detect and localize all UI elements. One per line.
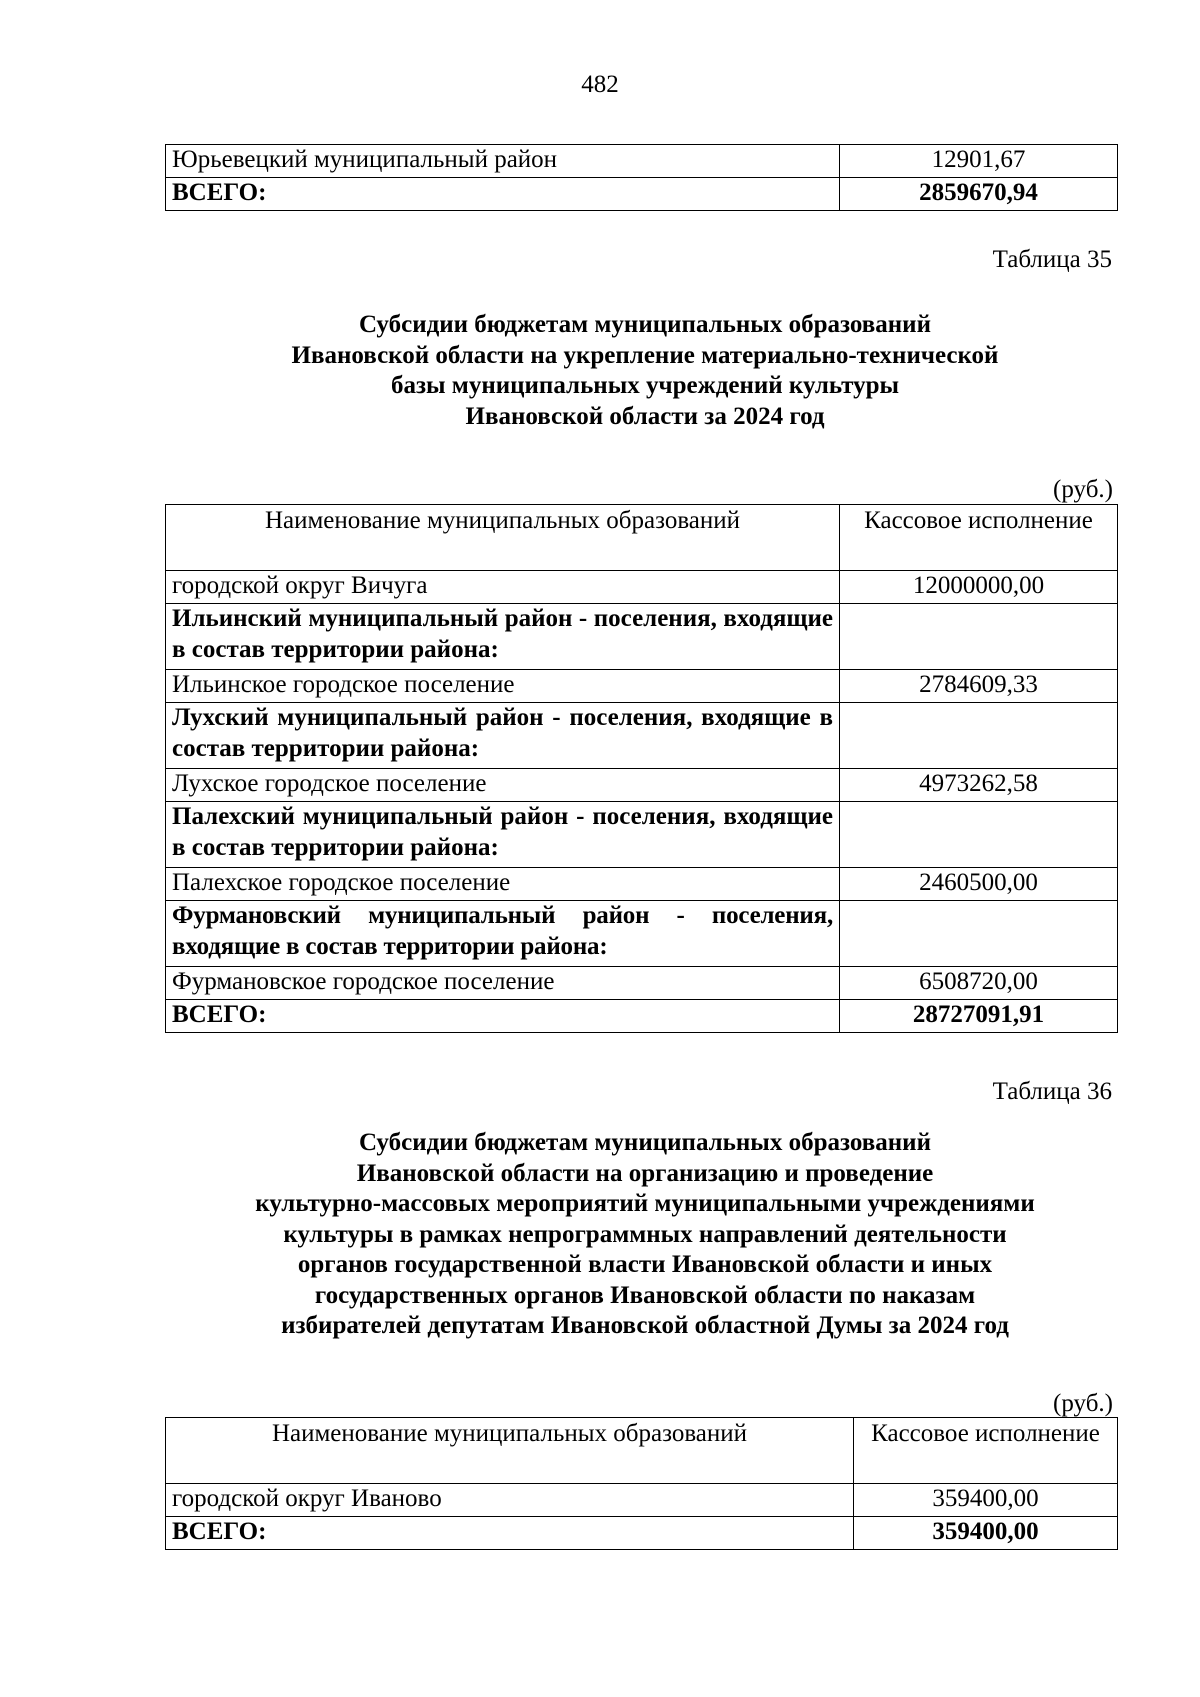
title-line: государственных органов Ивановской области по наказам — [314, 1281, 976, 1309]
table-36-label: Таблица 36 — [992, 1078, 1112, 1105]
total-value: 2859670,94 — [840, 178, 1118, 211]
table-row — [166, 868, 1118, 901]
row-name: Юрьевецкий муниципальный район — [166, 145, 840, 178]
row-value: 359400,00 — [854, 1484, 1118, 1517]
row-name: Лухское городское поселение — [166, 769, 840, 802]
title-line: Ивановской области на организацию и проведение — [356, 1159, 934, 1187]
row-name: Ильинское городское поселение — [166, 670, 840, 703]
table-row — [166, 670, 1118, 703]
table-row — [166, 145, 1118, 178]
table-row — [166, 967, 1118, 1000]
total-label: ВСЕГО: — [166, 1000, 840, 1033]
title-line: органов государственной власти Ивановской области и иных — [297, 1251, 993, 1278]
row-value — [840, 703, 1118, 769]
section-row — [166, 901, 1118, 967]
total-value: 359400,00 — [854, 1517, 1118, 1550]
title-line: культурно-массовых мероприятий муниципальными учреждениями — [255, 1190, 1035, 1217]
row-value — [840, 901, 1118, 967]
total-row — [166, 1517, 1118, 1550]
row-value — [840, 604, 1118, 670]
row-name: Палехское городское поселение — [166, 868, 840, 901]
total-value: 28727091,91 — [840, 1000, 1118, 1033]
row-value: 4973262,58 — [840, 769, 1118, 802]
table-row — [166, 1484, 1118, 1517]
title-line: Ивановской области на укрепление материально-технической — [291, 341, 999, 369]
section-row — [166, 703, 1118, 769]
row-value: 12000000,00 — [840, 571, 1118, 604]
total-label: ВСЕГО: — [166, 1517, 854, 1550]
row-name: городской округ Вичуга — [166, 571, 840, 604]
title-line: Субсидии бюджетам муниципальных образований — [359, 1129, 931, 1156]
header-value: Кассовое исполнение — [840, 505, 1118, 571]
row-value: 2460500,00 — [840, 868, 1118, 901]
header-name: Наименование муниципальных образований — [166, 505, 840, 571]
title-line: избирателей депутатам Ивановской областной Думы за 2024 год — [281, 1312, 1009, 1339]
title-line: Ивановской области за 2024 год — [465, 402, 825, 430]
top-table — [165, 144, 1118, 211]
page-number: 482 — [581, 71, 619, 98]
total-label: ВСЕГО: — [166, 178, 840, 211]
section-row — [166, 604, 1118, 670]
header-row — [166, 1418, 1118, 1484]
table-35-title — [165, 310, 1125, 432]
table-35 — [165, 504, 1118, 1033]
table-36-title — [150, 1128, 1140, 1342]
section-name: Ильинский муниципальный район - поселения, входящие в состав территории района: — [166, 604, 840, 670]
row-value: 6508720,00 — [840, 967, 1118, 1000]
section-name: Лухский муниципальный район - поселения, входящие в состав территории района: — [166, 703, 840, 769]
row-value: 2784609,33 — [840, 670, 1118, 703]
row-value: 12901,67 — [840, 145, 1118, 178]
title-line: Субсидии бюджетам муниципальных образований — [359, 311, 931, 338]
total-row — [166, 1000, 1118, 1033]
table-36 — [165, 1417, 1118, 1550]
title-line: базы муниципальных учреждений культуры — [390, 372, 900, 399]
table-35-unit: (руб.) — [1053, 476, 1113, 503]
section-name: Палехский муниципальный район - поселения, входящие в состав территории района: — [166, 802, 840, 868]
header-row — [166, 505, 1118, 571]
title-line: культуры в рамках непрограммных направлений деятельности — [283, 1220, 1007, 1248]
header-value: Кассовое исполнение — [854, 1418, 1118, 1484]
total-row — [166, 178, 1118, 211]
table-row — [166, 571, 1118, 604]
table-36-unit: (руб.) — [1053, 1390, 1113, 1417]
row-value — [840, 802, 1118, 868]
table-row — [166, 769, 1118, 802]
table-35-label: Таблица 35 — [992, 246, 1112, 273]
header-name: Наименование муниципальных образований — [166, 1418, 854, 1484]
section-row — [166, 802, 1118, 868]
section-name: Фурмановский муниципальный район - поселения, входящие в состав территории района: — [166, 901, 840, 967]
row-name: городской округ Иваново — [166, 1484, 854, 1517]
row-name: Фурмановское городское поселение — [166, 967, 840, 1000]
